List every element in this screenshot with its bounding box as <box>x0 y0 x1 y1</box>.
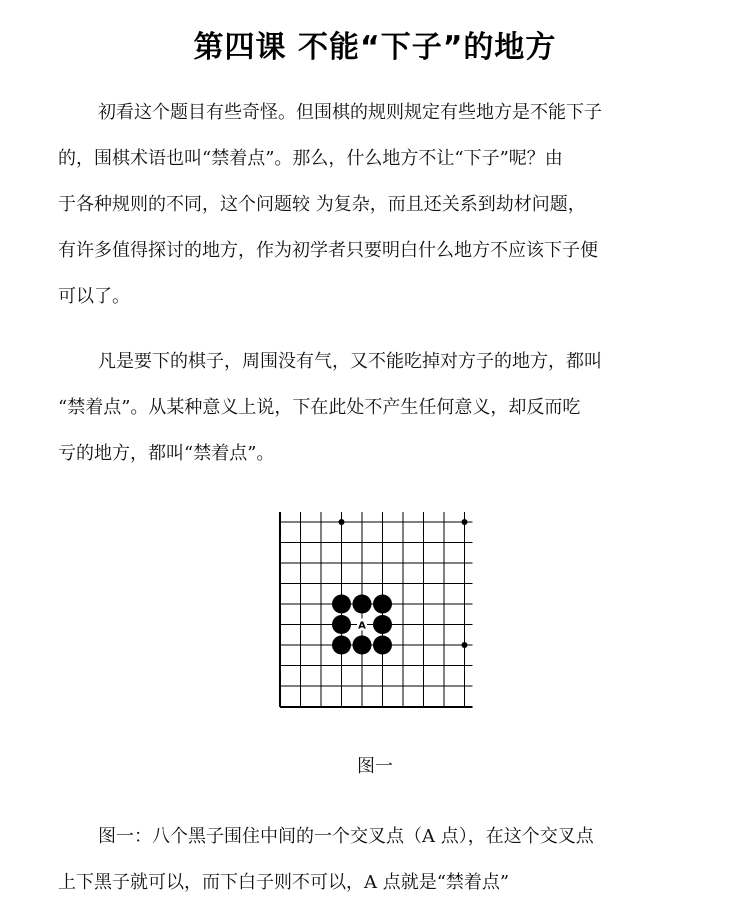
figure-caption: 图一 <box>357 756 393 777</box>
black-stone <box>373 636 392 655</box>
paragraph-line: “禁着点”。从某种意义上说，下在此处不产生任何意义，却反而吃 <box>58 397 581 418</box>
black-stone <box>332 615 351 634</box>
paragraph-definition <box>58 339 698 477</box>
black-stone <box>353 595 372 614</box>
black-stone <box>373 615 392 634</box>
paragraph-line: 于各种规则的不同，这个问题较 为复杂，而且还关系到劫材问题， <box>58 194 586 215</box>
paragraph-line: 上下黑子就可以，而下白子则不可以，A 点就是“禁着点” <box>58 872 510 893</box>
star-point <box>462 519 468 525</box>
star-point <box>339 519 345 525</box>
paragraph-line: 图一：八个黑子围住中间的一个交叉点（A 点），在这个交叉点 <box>98 826 594 847</box>
paragraph-line: 可以了。 <box>58 286 130 307</box>
paragraph-line: 的，围棋术语也叫“禁着点”。那么，什么地方不让“下子”呢？由 <box>58 148 563 169</box>
go-board-figure <box>277 512 482 712</box>
paragraph-line: 亏的地方，都叫“禁着点”。 <box>58 443 275 464</box>
paragraph-figure-explanation <box>58 814 698 906</box>
paragraph-line: 初看这个题目有些奇怪。但围棋的规则规定有些地方是不能下子 <box>98 102 602 123</box>
star-point <box>462 642 468 648</box>
paragraph-line: 凡是要下的棋子，周围没有气，又不能吃掉对方子的地方，都叫 <box>98 351 602 372</box>
go-board-diagram <box>277 512 482 712</box>
point-label-a: A <box>358 620 366 632</box>
lesson-title: 第四课 不能“下子”的地方 <box>193 30 557 65</box>
black-stone <box>373 595 392 614</box>
black-stone <box>332 636 351 655</box>
black-stone <box>353 636 372 655</box>
black-stone <box>332 595 351 614</box>
paragraph-line: 有许多值得探讨的地方，作为初学者只要明白什么地方不应该下子便 <box>58 240 598 261</box>
paragraph-intro <box>58 90 698 320</box>
